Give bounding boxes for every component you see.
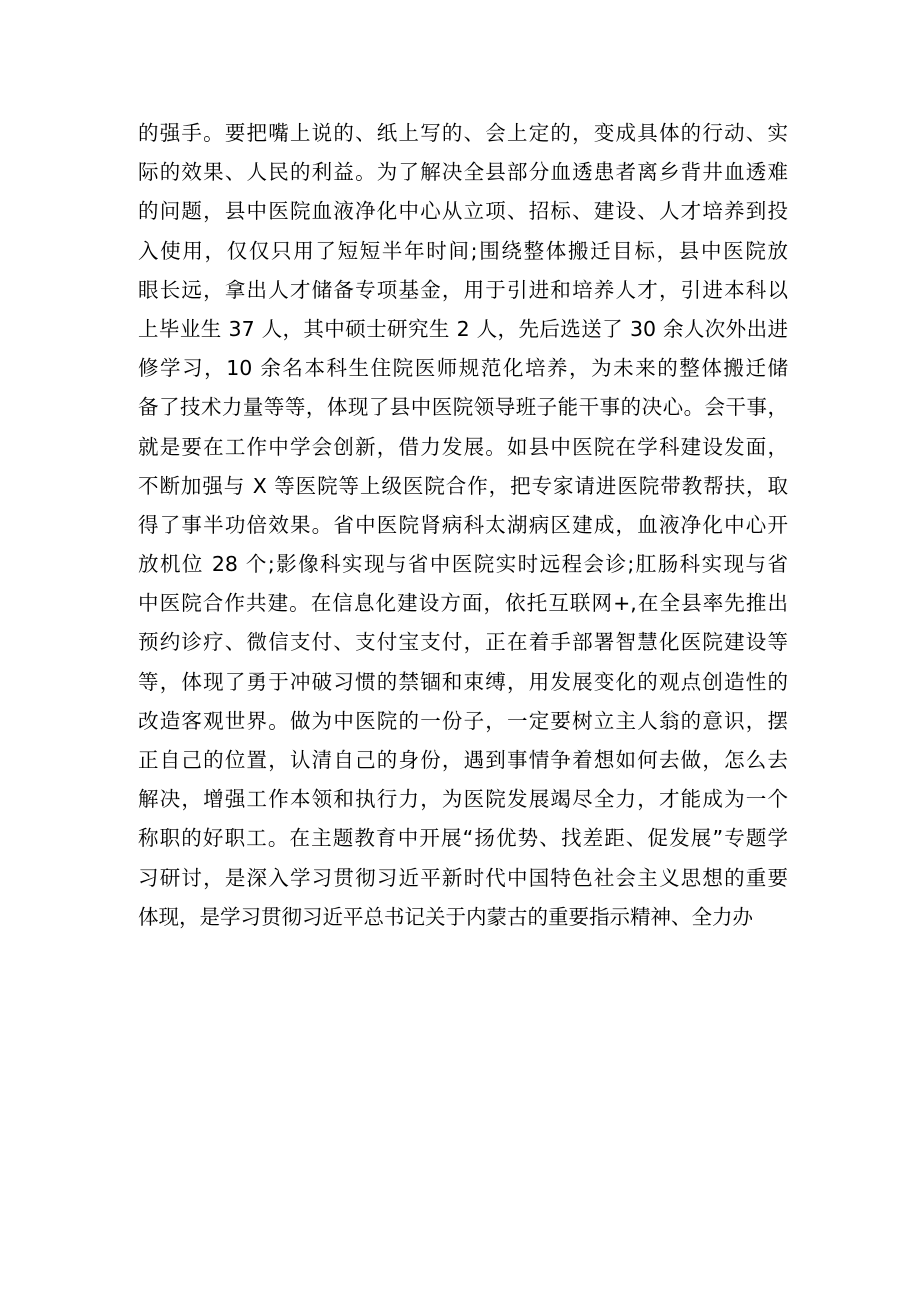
text-line-18: 解决，增强工作本领和执行力，为医院发展竭尽全力，才能成为一个 <box>138 787 788 812</box>
text-line-21: 体现，是学习贯彻习近平总书记关于内蒙古的重要指示精神、全力办 <box>138 904 753 929</box>
text-line-4: 入使用，仅仅只用了短短半年时间;围绕整体搬迁目标，县中医院放 <box>138 238 788 263</box>
text-line-3: 的问题，县中医院血液净化中心从立项、招标、建设、人才培养到投 <box>138 199 788 224</box>
body-text <box>138 114 788 937</box>
text-line-1: 的强手。要把嘴上说的、纸上写的、会上定的，变成具体的行动、实 <box>138 121 788 145</box>
text-line-19: 称职的好职工。在主题教育中开展“扬优势、找差距、促发展”专题学 <box>138 826 788 851</box>
text-line-6: 上毕业生 37 人，其中硕士研究生 2 人，先后选送了 30 余人次外出进 <box>138 316 788 341</box>
text-line-2: 际的效果、人民的利益。为了解决全县部分血透患者离乡背井血透难 <box>138 160 788 185</box>
text-line-10: 不断加强与 X 等医院等上级医院合作，把专家请进医院带教帮扶，取 <box>138 473 788 498</box>
text-line-12: 放机位 28 个;影像科实现与省中医院实时远程会诊;肛肠科实现与省 <box>138 552 788 577</box>
text-line-14: 预约诊疗、微信支付、支付宝支付，正在着手部署智慧化医院建设等 <box>138 630 788 655</box>
text-line-11: 得了事半功倍效果。省中医院肾病科太湖病区建成，血液净化中心开 <box>138 512 788 537</box>
text-line-9: 就是要在工作中学会创新，借力发展。如县中医院在学科建设发面， <box>138 434 788 459</box>
text-line-7: 修学习，10 余名本科生住院医师规范化培养，为未来的整体搬迁储 <box>138 356 788 381</box>
text-line-5: 眼长远，拿出人才储备专项基金，用于引进和培养人才，引进本科以 <box>138 277 788 302</box>
text-line-13: 中医院合作共建。在信息化建设方面，依托互联网+,在全县率先推出 <box>138 591 788 616</box>
text-line-16: 改造客观世界。做为中医院的一份子，一定要树立主人翁的意识，摆 <box>138 708 788 733</box>
text-line-8: 备了技术力量等等，体现了县中医院领导班子能干事的决心。会干事， <box>138 395 788 420</box>
text-line-17: 正自己的位置，认清自己的身份，遇到事情争着想如何去做，怎么去 <box>138 748 788 772</box>
text-line-15: 等，体现了勇于冲破习惯的禁锢和束缚，用发展变化的观点创造性的 <box>138 669 788 694</box>
text-line-20: 习研讨，是深入学习贯彻习近平新时代中国特色社会主义思想的重要 <box>138 865 788 890</box>
